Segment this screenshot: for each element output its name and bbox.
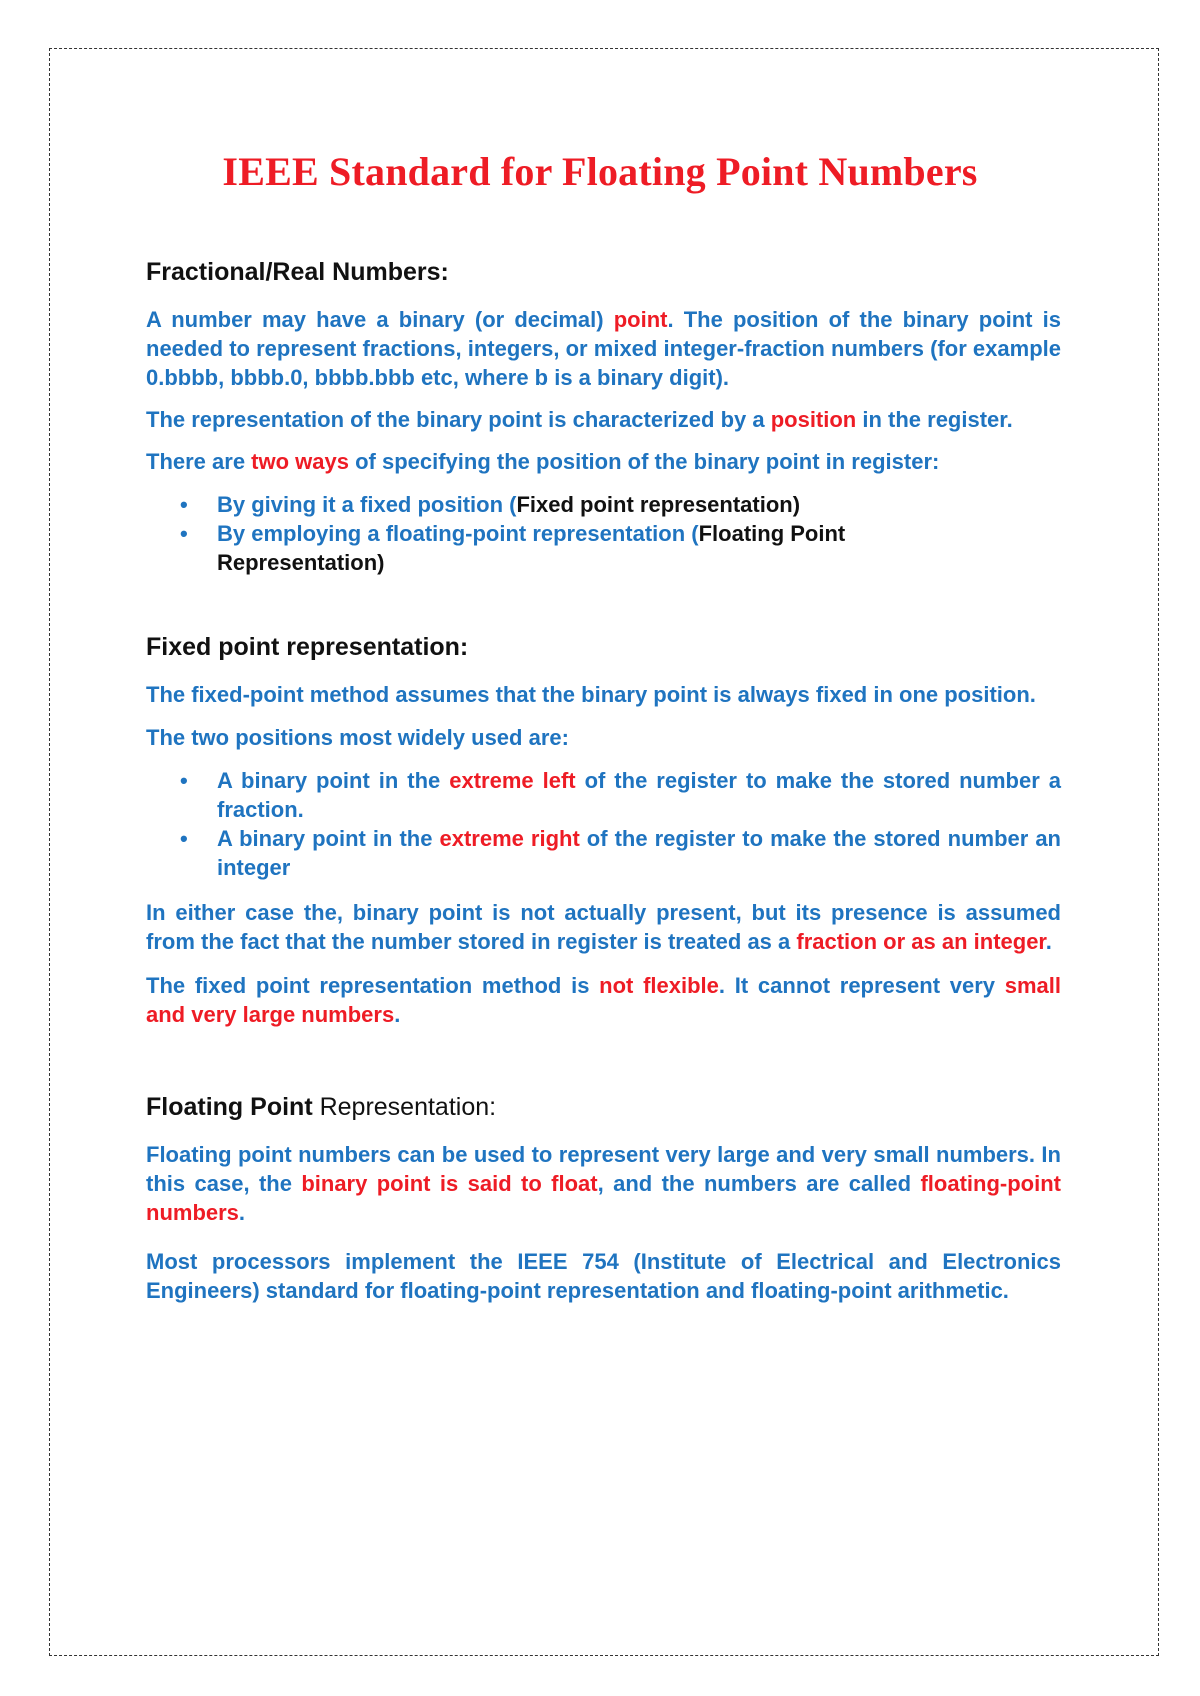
highlight-text: not flexible bbox=[599, 973, 719, 998]
text-run: By employing a floating-point representation ( bbox=[217, 521, 699, 546]
text-run: . bbox=[1045, 929, 1052, 954]
heading-fractional-real-numbers bbox=[146, 258, 1061, 287]
text-run: The representation of the binary point is characterized by a bbox=[146, 407, 771, 432]
paragraph-either-case bbox=[146, 898, 1061, 956]
list-item bbox=[180, 519, 1061, 577]
heading-part: Fractional/Real bbox=[146, 258, 326, 286]
paragraph-two-positions: The two positions most widely used are: bbox=[146, 725, 569, 750]
text-run: By giving it a fixed position ( bbox=[217, 492, 517, 517]
text-run: of the register to make the stored number an integer bbox=[217, 826, 1061, 880]
text-run: A number may have a binary (or decimal) bbox=[146, 307, 614, 332]
list-item bbox=[180, 824, 1061, 882]
emphasis-text: Fixed point representation) bbox=[516, 492, 801, 517]
text-run: There are bbox=[146, 449, 252, 474]
text-run: of the register to make the stored number a fraction. bbox=[217, 768, 1061, 822]
text-run: of specifying the position of the binary point in register: bbox=[348, 449, 940, 474]
bullet-icon: • bbox=[180, 521, 188, 546]
text-run: . The position of the binary point is needed to represent fractions, integers, or mixed integer-fraction numbers (for example 0.bbbb, bbbb.0, bbbb.bbb etc, where b is a binary digit). bbox=[146, 307, 1061, 390]
highlight-text: floating-point numbers bbox=[146, 1171, 1061, 1225]
text-run: . bbox=[238, 1200, 246, 1225]
document-body bbox=[146, 258, 1061, 1305]
heading-fixed-point-representation: Fixed point representation: bbox=[146, 633, 469, 661]
bullet-icon: • bbox=[180, 492, 188, 517]
heading-part: Numbers: bbox=[325, 258, 449, 286]
heading-floating-point-representation bbox=[146, 1093, 1061, 1122]
positions-list bbox=[146, 766, 1061, 882]
paragraph-representation bbox=[146, 405, 1061, 434]
heading-part: Floating Point bbox=[146, 1093, 313, 1121]
highlight-text: fraction or as an integer bbox=[796, 929, 1046, 954]
text-run: The fixed point representation method is bbox=[146, 973, 600, 998]
paragraph-floating-point-numbers bbox=[146, 1140, 1061, 1227]
list-item bbox=[180, 766, 1061, 824]
page-title: IEEE Standard for Floating Point Numbers bbox=[222, 149, 978, 194]
bullet-icon: • bbox=[180, 826, 188, 851]
highlight-text: extreme left bbox=[449, 768, 576, 793]
highlight-text: point bbox=[613, 307, 668, 332]
list-item bbox=[180, 490, 1061, 519]
highlight-text: binary point is said to float bbox=[301, 1171, 598, 1196]
text-run: Floating point numbers can be used to represent very large and very small numbers. In this case, the bbox=[146, 1142, 1061, 1196]
text-run: In either case the, binary point is not actually present, but its presence is assumed from the fact that the number stored in register is treated as a bbox=[146, 900, 1061, 954]
highlight-text: extreme right bbox=[439, 826, 580, 851]
ways-list bbox=[146, 490, 1061, 577]
paragraph-binary-point bbox=[146, 305, 1061, 392]
emphasis-text: Floating Point Representation) bbox=[217, 521, 846, 575]
text-run: . bbox=[394, 1002, 401, 1027]
paragraph-two-ways bbox=[146, 447, 1061, 476]
heading-part: Representation: bbox=[312, 1093, 497, 1121]
paragraph-not-flexible bbox=[146, 971, 1061, 1029]
highlight-text: two ways bbox=[251, 449, 349, 474]
highlight-text: small and very large numbers bbox=[146, 973, 1062, 1027]
bullet-icon: • bbox=[180, 768, 188, 793]
text-run: . It cannot represent very bbox=[718, 973, 1005, 998]
highlight-text: position bbox=[770, 407, 857, 432]
text-run: , and the numbers are called bbox=[597, 1171, 921, 1196]
paragraph-ieee-754: Most processors implement the IEEE 754 (Institute of Electrical and Electronics Engineers) standard for floating-point representation and floating-point arithmetic. bbox=[146, 1249, 1061, 1303]
text-run: in the register. bbox=[856, 407, 1013, 432]
paragraph-fixed-point-method: The fixed-point method assumes that the binary point is always fixed in one position. bbox=[146, 682, 1036, 707]
text-run: A binary point in the bbox=[217, 826, 440, 851]
text-run: A binary point in the bbox=[217, 768, 450, 793]
